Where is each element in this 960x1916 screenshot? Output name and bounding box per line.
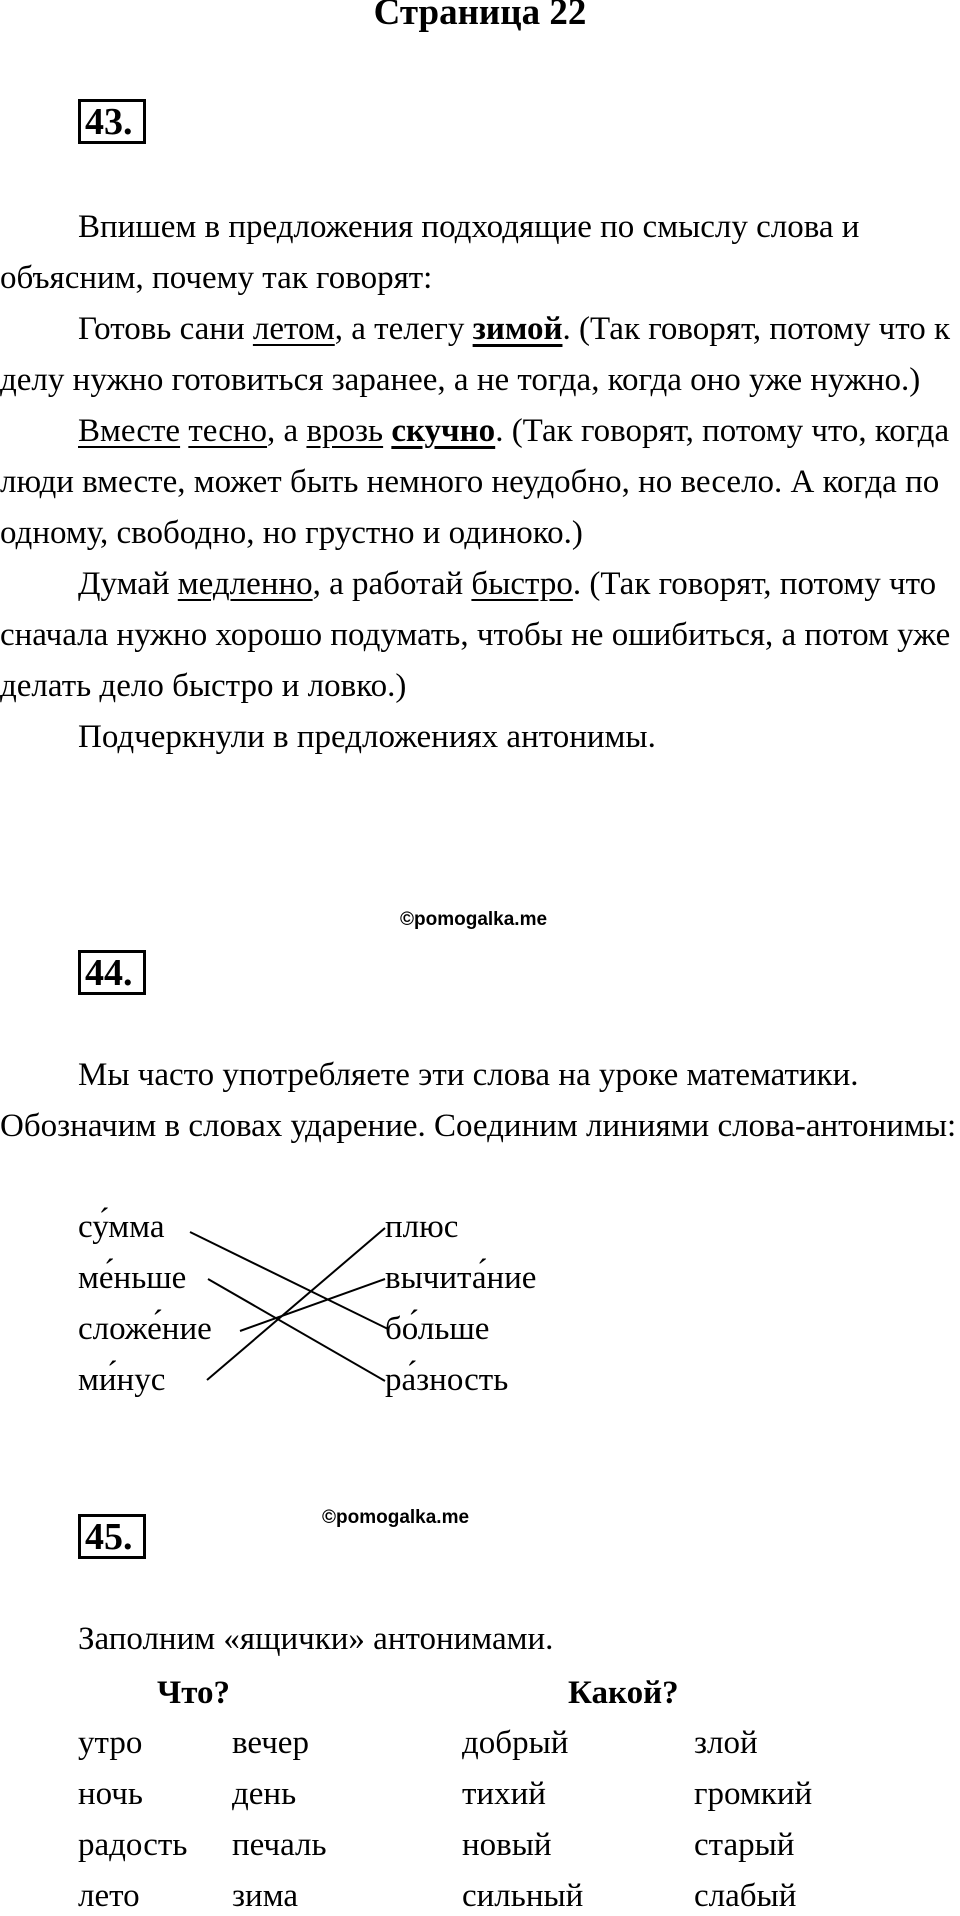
task-43-proverb-3: Думай медленно, а работай быстро. (Так говорят, потому что сначала нужно хорошо подумать, чтобы не ошибиться, а потом уже делать дело быстро и ловко.)	[0, 566, 951, 704]
which-word: добрый	[462, 1725, 569, 1761]
connector-line	[208, 1279, 385, 1381]
right-word: бо́льше	[385, 1311, 490, 1347]
right-word: вычита́ние	[385, 1260, 537, 1296]
which-antonym: старый	[694, 1827, 795, 1863]
task-number-44: 44.	[78, 950, 146, 995]
left-word: су́мма	[78, 1209, 165, 1245]
task-43-conclusion: Подчеркнули в предложениях антонимы.	[78, 719, 656, 755]
what-word: лето	[78, 1878, 140, 1914]
task-45-intro: Заполним «ящички» антонимами.	[78, 1621, 554, 1657]
which-word: сильный	[462, 1878, 584, 1914]
column-heading-what: Что?	[157, 1675, 230, 1711]
what-word: ночь	[78, 1776, 143, 1812]
watermark: ©pomogalka.me	[400, 909, 548, 930]
task-number-45: 45.	[78, 1514, 146, 1559]
which-antonym: злой	[694, 1725, 758, 1761]
right-word: ра́зность	[385, 1362, 509, 1398]
column-heading-which: Какой?	[568, 1675, 679, 1711]
left-word: сложе́ние	[78, 1311, 212, 1347]
task-44-intro: Мы часто употребляете эти слова на уроке математики. Обозначим в словах ударение. Соединим линиями слова-антонимы:	[0, 1057, 957, 1144]
which-word: новый	[462, 1827, 552, 1863]
connector-line	[240, 1279, 385, 1331]
left-word: ми́нус	[78, 1362, 166, 1398]
task-43-intro: Впишем в предложения подходящие по смыслу слова и объясним, почему так говорят:	[0, 209, 860, 296]
task-number-43: 43.	[78, 99, 146, 144]
connector-line	[207, 1228, 385, 1380]
what-antonym: день	[232, 1776, 297, 1812]
page-title: Страница 22	[373, 0, 587, 33]
task-43-proverb-1: Готовь сани летом, а телегу зимой. (Так говорят, потому что к делу нужно готовиться заранее, а не тогда, когда оно уже нужно.)	[0, 311, 950, 398]
what-word: радость	[78, 1827, 188, 1863]
what-antonym: печаль	[232, 1827, 327, 1863]
right-word: плюс	[385, 1209, 459, 1245]
which-antonym: слабый	[694, 1878, 797, 1914]
left-word: ме́ньше	[78, 1260, 187, 1296]
what-antonym: вечер	[232, 1725, 309, 1761]
watermark: ©pomogalka.me	[322, 1507, 470, 1528]
which-antonym: громкий	[694, 1776, 813, 1812]
which-word: тихий	[462, 1776, 546, 1812]
what-word: утро	[78, 1725, 143, 1761]
what-antonym: зима	[232, 1878, 298, 1914]
task-43-proverb-2: Вместе тесно, а врозь скучно. (Так говорят, потому что, когда люди вместе, может быть немного неудобно, но весело. А когда по одному, свободно, но грустно и одиноко.)	[0, 413, 950, 551]
